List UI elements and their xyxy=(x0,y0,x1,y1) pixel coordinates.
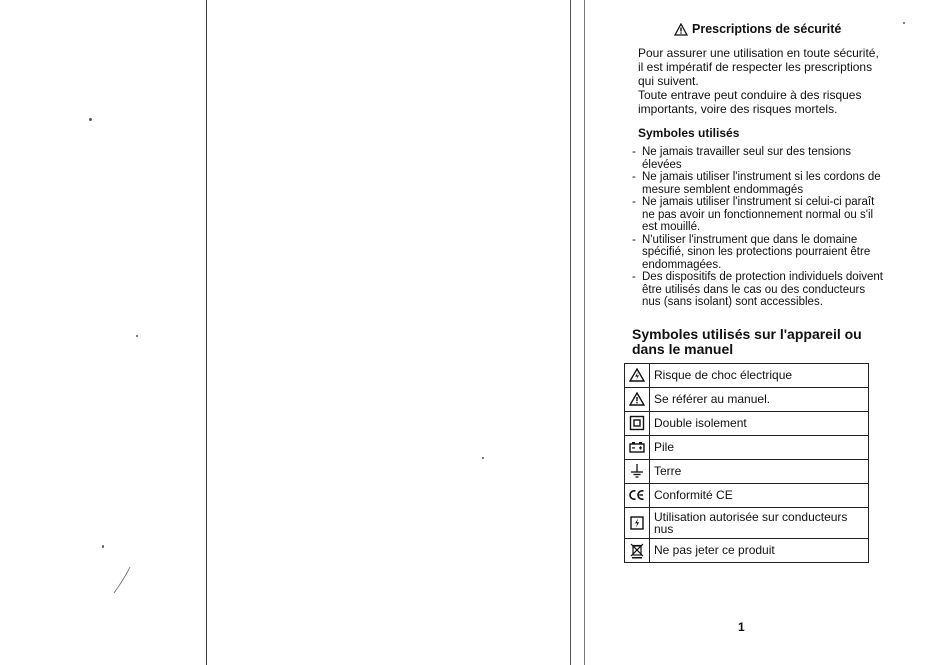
battery-icon xyxy=(629,441,645,453)
symbol-cell xyxy=(625,363,650,387)
symbol-cell xyxy=(625,507,650,538)
rule-item: - Ne jamais utiliser l'instrument si celui-ci paraît ne pas avoir un fonctionnement normal ou s'il est mouillé. xyxy=(632,196,884,234)
symbol-label: Double isolement xyxy=(650,411,869,435)
scan-speck xyxy=(482,457,484,459)
page-fold-left xyxy=(206,0,207,665)
device-symbols-heading: Symboles utilisés sur l'appareil ou dans le manuel xyxy=(632,325,862,357)
table-row xyxy=(625,538,869,562)
table-row xyxy=(625,411,869,435)
rule-item: - N'utiliser l'instrument que dans le domaine spécifié, sinon les protections pourraient être endommagées. xyxy=(632,234,884,272)
page-fold-inner xyxy=(570,0,571,665)
ce-mark-icon xyxy=(628,489,646,501)
electric-shock-warning-icon xyxy=(629,368,645,382)
scan-speck xyxy=(136,335,138,337)
scan-speck xyxy=(903,22,905,24)
symbol-label: Conformité CE xyxy=(650,483,869,507)
symbol-cell xyxy=(625,538,650,562)
ground-icon xyxy=(629,463,645,479)
symbol-cell xyxy=(625,387,650,411)
symbol-label: Ne pas jeter ce produit xyxy=(650,538,869,562)
intro-text xyxy=(638,46,884,116)
crossed-bin-icon xyxy=(629,542,645,559)
symbols-table xyxy=(624,363,869,563)
page-fold-right xyxy=(584,0,585,665)
rule-item: - Ne jamais utiliser l'instrument si les cordons de mesure semblent endommagés xyxy=(632,171,884,196)
symbols-heading: Symboles utilisés xyxy=(638,126,740,140)
symbol-label: Pile xyxy=(650,435,869,459)
double-insulation-icon xyxy=(629,415,645,431)
safety-page xyxy=(622,18,884,563)
table-row xyxy=(625,507,869,538)
symbol-label: Risque de choc électrique xyxy=(650,363,869,387)
table-row xyxy=(625,387,869,411)
symbol-label: Se référer au manuel. xyxy=(650,387,869,411)
symbol-label: Terre xyxy=(650,459,869,483)
table-row xyxy=(625,363,869,387)
live-conductor-icon xyxy=(629,515,645,531)
page-title xyxy=(674,22,884,36)
scan-speck xyxy=(102,545,104,548)
symbol-cell xyxy=(625,411,650,435)
table-row xyxy=(625,459,869,483)
symbol-cell xyxy=(625,459,650,483)
warning-triangle-icon xyxy=(674,23,688,36)
page-title-text: Prescriptions de sécurité xyxy=(692,22,842,36)
table-row xyxy=(625,435,869,459)
page-number: 1 xyxy=(738,620,745,634)
safety-rules-list xyxy=(632,146,884,309)
symbol-label: Utilisation autorisée sur conducteurs nus xyxy=(650,507,869,538)
caution-triangle-icon xyxy=(629,392,645,406)
intro-paragraph: Pour assurer une utilisation en toute sécurité, il est impératif de respecter les prescriptions qui suivent. xyxy=(638,46,879,88)
symbol-cell xyxy=(625,483,650,507)
table-row xyxy=(625,483,869,507)
scan-scratch xyxy=(112,565,132,595)
rule-item: - Des dispositifs de protection individuels doivent être utilisés dans le cas ou des conducteurs nus (sans isolant) sont accessibles. xyxy=(632,271,884,309)
rule-item: - Ne jamais travailler seul sur des tensions élevées xyxy=(632,146,884,171)
scan-speck xyxy=(89,118,92,121)
intro-paragraph: Toute entrave peut conduire à des risques importants, voire des risques mortels. xyxy=(638,88,862,116)
symbol-cell xyxy=(625,435,650,459)
